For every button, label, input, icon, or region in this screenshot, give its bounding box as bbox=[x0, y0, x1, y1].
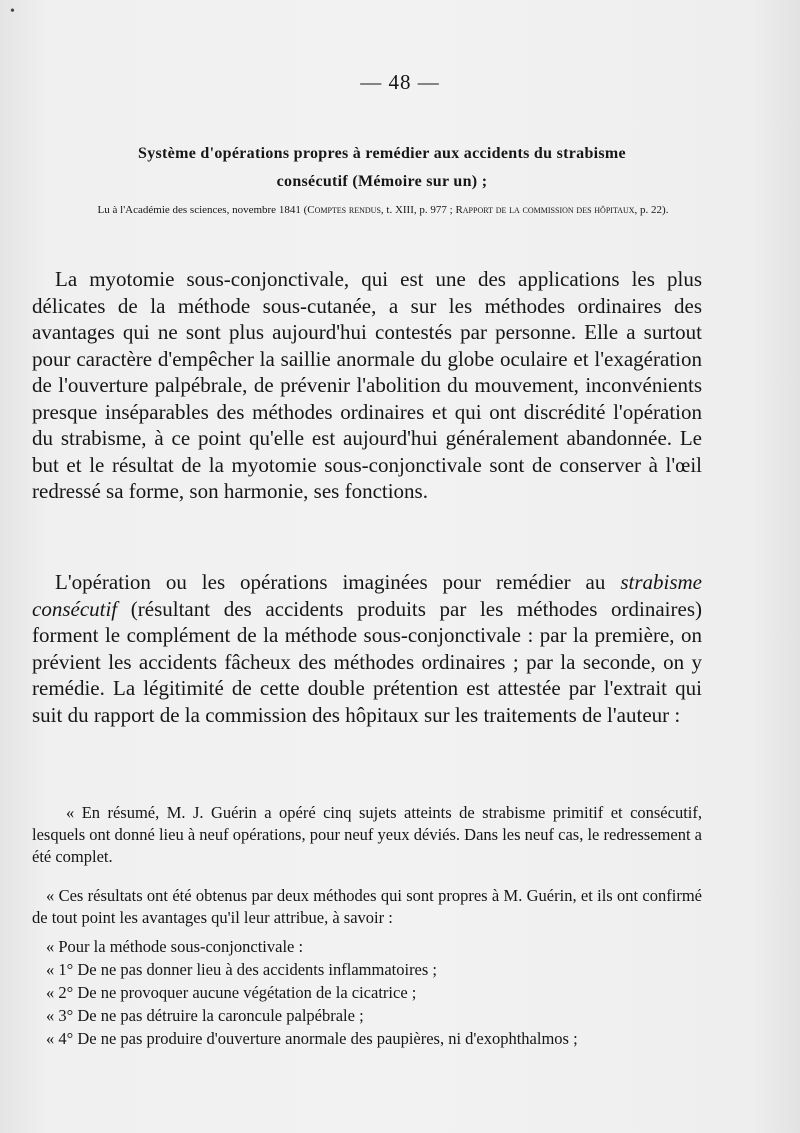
note-part-1: Lu à l'Académie des sciences, novembre 1841 ( bbox=[97, 204, 308, 216]
note-part-3: , p. 22). bbox=[634, 204, 669, 216]
paragraph-2-part-2: (résultant des accidents produits par les méthodes ordinaires) forment le complément de la méthode sous-conjonctivale : par la première, on prévient les accidents fâcheux des méthodes ordinaires ; par la seconde, on y remédie. La légitimité de cette double prétention est attestée par l'extrait qui suit du rapport de la commission des hôpitaux sur les traitements de l'auteur : bbox=[32, 596, 702, 727]
quote-1: « En résumé, M. J. Guérin a opéré cinq sujets atteints de strabisme primitif et consécutif, lesquels ont donné lieu à neuf opérations, pour neuf yeux déviés. Dans les neuf cas, le redressement a été complet. bbox=[32, 803, 702, 866]
paragraph-2-italic: strabisme consécutif bbox=[32, 570, 702, 621]
section-heading bbox=[32, 140, 732, 196]
quote-2: « Ces résultats ont été obtenus par deux méthodes qui sont propres à M. Guérin, et ils ont confirmé de tout point les avantages qu'il leur attribue, à savoir : bbox=[32, 886, 702, 927]
heading-line-1: Système d'opérations propres à remédier aux accidents du strabisme bbox=[138, 145, 626, 162]
paragraph-2-part-1: L'opération ou les opérations imaginées pour remédier au bbox=[55, 570, 621, 594]
note-rapport: Rapport de la commission des hôpitaux bbox=[455, 204, 635, 216]
note-comptes-rendus: Comptes rendus bbox=[307, 204, 381, 216]
paragraph-2 bbox=[32, 569, 702, 728]
advantages-list bbox=[32, 935, 702, 1050]
list-item: « 4° De ne pas produire d'ouverture anormale des paupières, ni d'exophthalmos ; bbox=[46, 1029, 578, 1048]
paragraph-1: La myotomie sous-conjonctivale, qui est une des applications les plus délicates de la méthode sous-cutanée, a sur les méthodes ordinaires des avantages qui ne sont plus aujourd'hui contestés par personne. Elle a surtout pour caractère d'empêcher la saillie anormale du globe oculaire et l'exagération de l'ouverture palpébrale, de prévenir l'abolition du mouvement, inconvénients presque inséparables des méthodes ordinaires et qui ont discrédité l'opération du strabisme, à ce point qu'elle est aujourd'hui généralement abandonnée. Le but et le résultat de la myotomie sous-conjonctivale sont de conserver à l'œil redressé sa forme, son harmonie, ses fonctions. bbox=[32, 267, 702, 503]
source-note bbox=[38, 200, 728, 220]
heading-line-2: consécutif (Mémoire sur un) ; bbox=[276, 173, 488, 190]
note-part-2: , t. XIII, p. 977 ; bbox=[380, 204, 456, 216]
page-number: — 48 — bbox=[360, 70, 440, 94]
corner-mark: • bbox=[10, 4, 15, 19]
list-item: « 1° De ne pas donner lieu à des accidents inflammatoires ; bbox=[46, 960, 438, 979]
list-item: « Pour la méthode sous-conjonctivale : bbox=[46, 937, 304, 956]
list-item: « 2° De ne provoquer aucune végétation de la cicatrice ; bbox=[46, 983, 417, 1002]
list-item: « 3° De ne pas détruire la caroncule palpébrale ; bbox=[46, 1006, 364, 1025]
